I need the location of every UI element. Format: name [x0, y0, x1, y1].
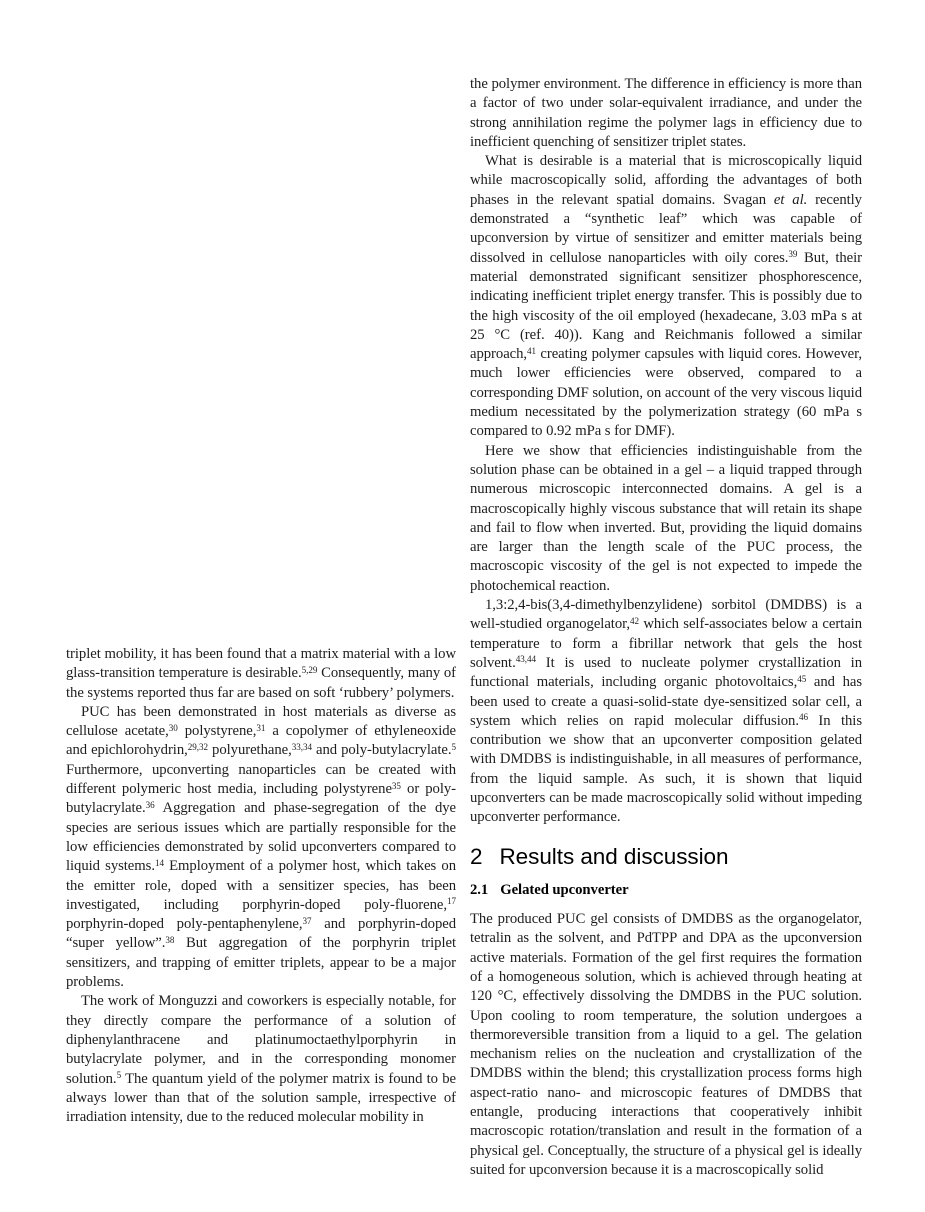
citation-reference: 5	[116, 1069, 122, 1080]
paragraph	[66, 645, 456, 703]
text-run: Furthermore, upconverting nanoparticles can be created with different polymeric host media, including polystyrene	[66, 761, 456, 798]
text-run: Employment of a polymer host, which takes on the emitter role, doped with a sensitizer species, has been investigated, including porphyrin-doped poly-fluorene,	[66, 858, 456, 913]
citation-reference: 37	[302, 915, 312, 926]
text-run: But, their material demonstrated significant sensitizer phosphorescence, indicating inefficient triplet energy transfer. This is possibly due to the high viscosity of the oil employed (hexadecane, 3.03 mPa s at 25 °C (ref. 40)). Kang and Reichmanis followed a similar approach,	[470, 249, 862, 363]
text-run: But aggregation of the porphyrin triplet sensitizers, and trapping of emitter triplets, appear to be a major problems.	[66, 935, 456, 991]
citation-reference: 43,44	[515, 654, 536, 665]
text-run: Here we show that efficiencies indistinguishable from the solution phase can be obtained in a gel – a liquid trapped through numerous microscopic interconnected domains. A gel is a macroscopically highly viscous substance that will retain its shape and fail to flow when inverted. But, providing the liquid domains are larger than the length scale of the PUC process, the macroscopic viscosity of the gel is not expected to impede the photochemical reaction.	[470, 442, 862, 594]
text-run: polystyrene,	[177, 723, 257, 740]
paragraph	[470, 596, 862, 828]
citation-reference: 29,32	[187, 741, 209, 752]
text-run: The work of Monguzzi and coworkers is especially notable, for they directly compare the performance of a solution of diphenylanthracene and platinumoctaethylporphyrin in butylacrylate polymer, and in the corresponding monomer solution.	[66, 993, 456, 1087]
paragraph	[470, 910, 862, 1180]
text-run: triplet mobility, it has been found that a matrix material with a low glass-transition temperature is desirable.	[66, 646, 456, 682]
citation-reference: 30	[168, 722, 178, 733]
citation-reference: 45	[797, 673, 807, 684]
text-run: a copolymer of ethyleneoxide and epichlorohydrin,	[66, 723, 456, 759]
section-heading	[470, 844, 862, 870]
citation-reference: 14	[154, 857, 164, 868]
citation-reference: 38	[165, 934, 175, 945]
heading-number: 2	[470, 843, 483, 869]
heading-title: Gelated upconverter	[500, 882, 629, 899]
text-run: and has been used to create a quasi-solid-state dye-sensitized solar cell, a system which relies on rapid molecular diffusion.	[470, 674, 862, 729]
italic-text: et al.	[773, 191, 808, 208]
text-run: The quantum yield of the polymer matrix is found to be always lower than that of the solution sample, irrespective of irradiation intensity, due to the reduced molecular mobility in	[66, 1070, 456, 1126]
text-run: porphyrin-doped poly-pentaphenylene,	[66, 916, 303, 933]
citation-reference: 5,29	[301, 664, 318, 675]
left-column	[66, 645, 456, 1127]
citation-reference: 5	[451, 741, 456, 752]
paragraph	[66, 992, 456, 1127]
heading-number: 2.1	[470, 882, 489, 899]
text-run: Consequently, many of the systems reported thus far are based on soft ‘rubbery’ polymers.	[66, 665, 456, 701]
text-run: It is used to nucleate polymer crystallization in functional materials, including organic photovoltaics,	[470, 654, 862, 691]
paragraph	[66, 703, 456, 992]
citation-reference: 46	[798, 712, 808, 723]
text-run: The produced PUC gel consists of DMDBS as the organogelator, tetralin as the solvent, and PdTPP and DPA as the upconversion active materials. Formation of the gel first requires the formation of a homogeneous solution, which is achieved through heating at 120 °C, effectively dissolving the DMDBS in the PUC solution. Upon cooling to room temperature, the solution undergoes a thermoreversible transition from a liquid to a gel. The gelation mechanism relies on the nucleation and crystallization of the DMDBS within the blend; this crystallization process forms high aspect-ratio nano- and microscopic features of DMDBS that entangle, producing interactions that cooperatively inhibit macroscopic rotation/translation and result in the formation of a physical gel. Conceptually, the structure of a physical gel is ideally suited for upconversion because it is a macroscopically solid	[470, 911, 862, 1178]
text-run: recently demonstrated a “synthetic leaf” which was capable of upconversion by virtue of sensitizer and emitter materials being dissolved in cellulose nanoparticles with oily cores.	[470, 191, 862, 266]
citation-reference: 35	[391, 780, 401, 791]
text-run: which self-associates below a certain temperature to form a fibrillar network that gels the host solvent.	[470, 616, 862, 671]
paragraph	[470, 75, 862, 152]
text-run: and poly-butylacrylate.	[311, 742, 452, 759]
citation-reference: 39	[788, 249, 798, 260]
text-run: In this contribution we show that an upconverter composition gelated with DMDBS is indistinguishable, in all measures of performance, from the liquid sample. As such, it is shown that liquid upconverters can be made macroscopically solid without impeding upconverter performance.	[470, 712, 863, 826]
text-run: What is desirable is a material that is microscopically liquid while macroscopically solid, affording the advantages of both phases in the relevant spatial domains. Svagan	[470, 153, 862, 208]
text-run: 1,3:2,4-bis(3,4-dimethylbenzylidene) sorbitol (DMDBS) is a well-studied organogelator,	[470, 597, 862, 633]
citation-reference: 36	[145, 799, 155, 810]
subsection-heading	[470, 882, 862, 900]
citation-reference: 17	[446, 896, 456, 907]
citation-reference: 42	[630, 615, 640, 626]
text-run: and porphyrin-doped “super yellow”.	[66, 916, 457, 952]
text-run: or poly-butylacrylate.	[66, 781, 456, 817]
paragraph	[470, 152, 862, 441]
right-column	[470, 75, 862, 1180]
heading-title: Results and discussion	[499, 843, 729, 869]
text-run: creating polymer capsules with liquid cores. However, much lower efficiencies were observed, compared to a corresponding DMF solution, on account of the very viscous liquid medium necessitated by the polymerization strategy (60 mPa s compared to 0.92 mPa s for DMF).	[470, 346, 862, 440]
text-run: the polymer environment. The difference in efficiency is more than a factor of two under solar-equivalent irradiance, and under the strong annihilation regime the polymer lags in efficiency due to inefficient quenching of sensitizer triplet states.	[470, 76, 862, 150]
paragraph	[470, 442, 862, 596]
citation-reference: 31	[256, 722, 266, 733]
text-run: Aggregation and phase-segregation of the dye species are serious issues which are partially responsible for the low efficiencies demonstrated by solid upconverters compared to liquid systems.	[66, 800, 456, 875]
text-run: polyurethane,	[208, 742, 292, 759]
text-run: PUC has been demonstrated in host materials as diverse as cellulose acetate,	[66, 703, 456, 740]
citation-reference: 33,34	[291, 741, 312, 752]
citation-reference: 41	[527, 345, 537, 356]
